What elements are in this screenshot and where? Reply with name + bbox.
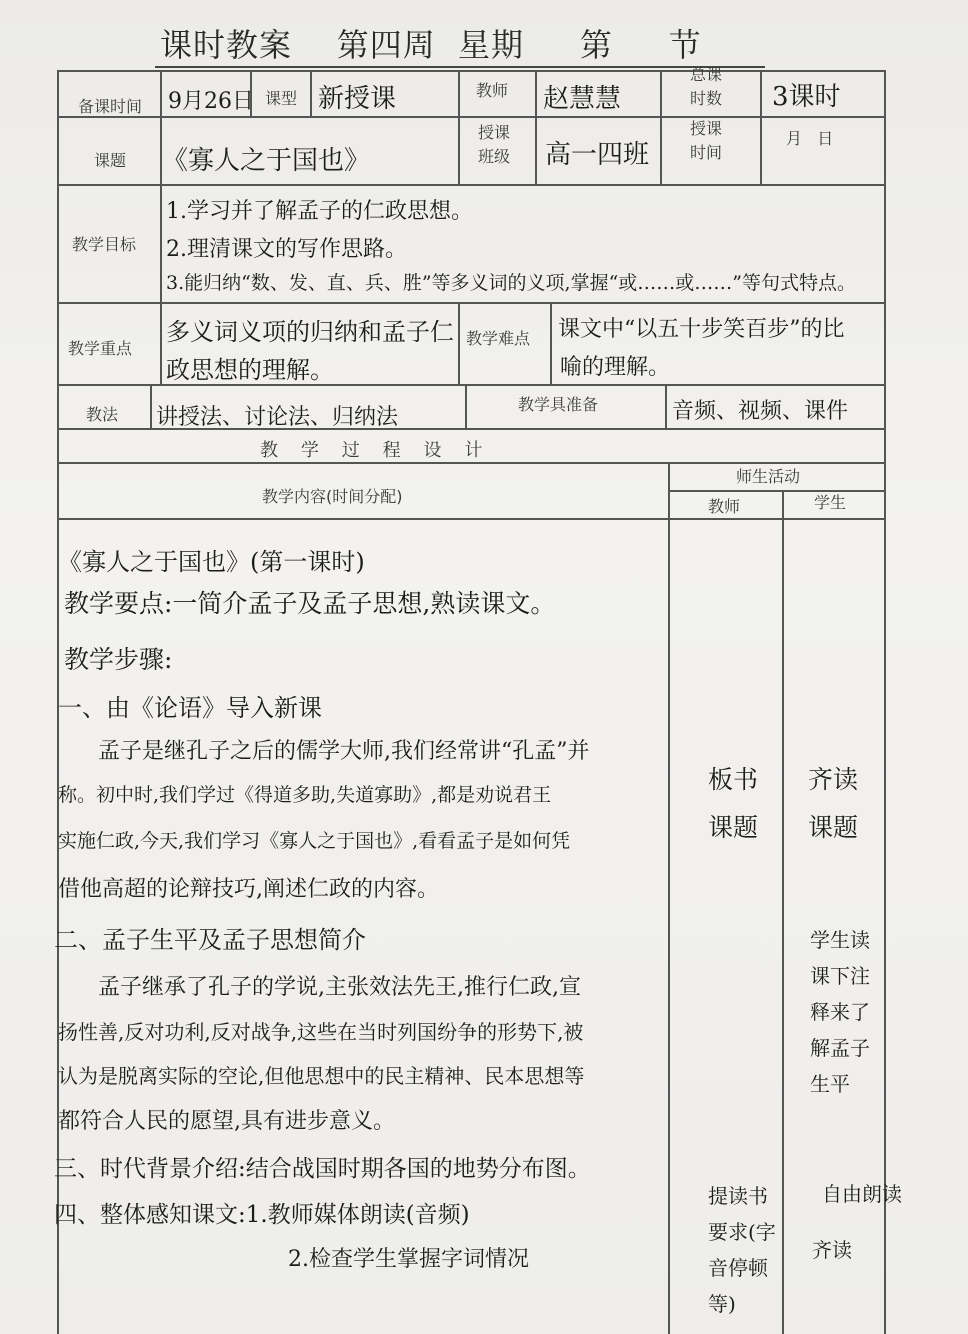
col-divider [150, 384, 152, 428]
row-divider [57, 184, 885, 186]
content-line: 教学要点:一简介孟子及孟子思想,熟读课文。 [64, 589, 556, 618]
methods-value: 讲授法、讨论法、归纳法 [156, 405, 399, 430]
col-divider [465, 384, 467, 428]
row-divider [668, 490, 884, 492]
time-label-2: 时间 [690, 143, 723, 162]
lesson-type-label: 课型 [265, 89, 298, 108]
table-right-border [884, 70, 886, 1334]
objective-item: 2.理清课文的写作思路。 [166, 237, 407, 262]
process-title: 教 学 过 程 设 计 [260, 440, 483, 461]
prep-time-label: 备课时间 [78, 97, 143, 116]
content-line: 四、整体感知课文:1.教师媒体朗读(音频) [54, 1202, 470, 1228]
content-line: 2.检查学生掌握字词情况 [288, 1247, 529, 1272]
objective-item: 3.能归纳“数、发、直、兵、胜”等多义词的义项,掌握“或……或……”等句式特点。 [166, 272, 857, 294]
lesson-type-value: 新授课 [318, 84, 397, 114]
student-activity: 自由朗读 [822, 1182, 902, 1206]
col-divider [660, 70, 662, 184]
content-line: 孟子继承了孔子的学说,主张效法先王,推行仁政,宣 [70, 975, 581, 1000]
tools-label: 教学具准备 [518, 395, 599, 414]
col-divider [535, 70, 537, 184]
content-line: 借他高超的论辩技巧,阐述仁政的内容。 [58, 877, 439, 902]
difficulty-value-line1: 课文中“以五十步笑百步”的比 [558, 317, 845, 342]
time-label-1: 授课 [690, 119, 723, 138]
col-divider [760, 70, 762, 184]
total-hours-value: 3课时 [772, 82, 841, 112]
col-divider [160, 184, 162, 302]
content-line: 孟子是继孔子之后的儒学大师,我们经常讲“孔孟”并 [70, 739, 590, 764]
key-points-label: 教学重点 [68, 339, 133, 358]
content-header: 教学内容(时间分配) [262, 487, 403, 506]
key-points-value-line1: 多义词义项的归纳和孟子仁 [166, 318, 454, 346]
tools-value: 音频、视频、课件 [672, 399, 849, 424]
student-activity: 学生读课下注释来了解孟子生平 [810, 928, 870, 1096]
col-divider [160, 302, 162, 384]
content-line: 认为是脱离实际的空论,但他思想中的民主精神、民本思想等 [58, 1064, 585, 1088]
col-divider [458, 70, 460, 184]
row-divider [57, 518, 885, 520]
total-hours-label-1: 总课 [690, 65, 723, 84]
total-hours-label-2: 时数 [690, 89, 723, 108]
content-line: 实施仁政,今天,我们学习《寡人之于国也》,看看孟子是如何凭 [58, 830, 571, 852]
col-divider [458, 302, 460, 384]
row-divider [57, 302, 885, 304]
class-value: 高一四班 [545, 140, 650, 170]
content-line: 二、孟子生平及孟子思想简介 [54, 926, 366, 954]
col-divider [668, 462, 670, 1334]
content-line: 《寡人之于国也》(第一课时) [58, 548, 365, 576]
difficulty-label: 教学难点 [466, 329, 531, 348]
col-divider [310, 70, 312, 116]
col-divider [782, 490, 784, 1334]
content-line: 扬性善,反对功利,反对战争,这些在当时列国纷争的形势下,被 [58, 1020, 584, 1044]
objective-item: 1.学习并了解孟子的仁政思想。 [166, 199, 473, 224]
teacher-label: 教师 [476, 81, 509, 100]
student-column-header: 学生 [814, 493, 847, 512]
student-activity: 齐读课题 [808, 765, 859, 842]
page-title: 课时教案 第四周 星期 第 节 [160, 26, 702, 64]
teacher-column-header: 教师 [708, 497, 741, 516]
class-label-2: 班级 [478, 147, 511, 166]
teacher-activity: 板书课题 [708, 765, 759, 842]
objectives-label: 教学目标 [72, 235, 137, 254]
content-line: 一、由《论语》导入新课 [58, 694, 322, 722]
content-line: 称。初中时,我们学过《得道多助,失道寡助》,都是劝说君王 [58, 784, 552, 806]
col-divider [665, 384, 667, 428]
difficulty-value-line2: 喻的理解。 [560, 355, 671, 380]
content-line: 教学步骤: [64, 645, 173, 674]
activity-header: 师生活动 [736, 467, 801, 486]
teacher-value: 赵慧慧 [543, 84, 622, 114]
time-value: 月 日 [786, 129, 834, 148]
class-label-1: 授课 [478, 123, 511, 142]
key-points-value-line2: 政思想的理解。 [166, 356, 334, 384]
content-line: 都符合人民的愿望,具有进步意义。 [58, 1109, 395, 1134]
methods-label: 教法 [86, 405, 119, 424]
prep-time-value: 9月26日 [168, 89, 254, 114]
title-underline [155, 66, 765, 68]
content-line: 三、时代背景介绍:结合战国时期各国的地势分布图。 [54, 1156, 591, 1182]
student-activity: 齐读 [812, 1238, 852, 1262]
col-divider [550, 302, 552, 384]
teacher-activity: 提读书要求(字音停顿等) [708, 1184, 776, 1316]
topic-label: 课题 [94, 151, 127, 170]
topic-value: 《寡人之于国也》 [162, 146, 371, 176]
